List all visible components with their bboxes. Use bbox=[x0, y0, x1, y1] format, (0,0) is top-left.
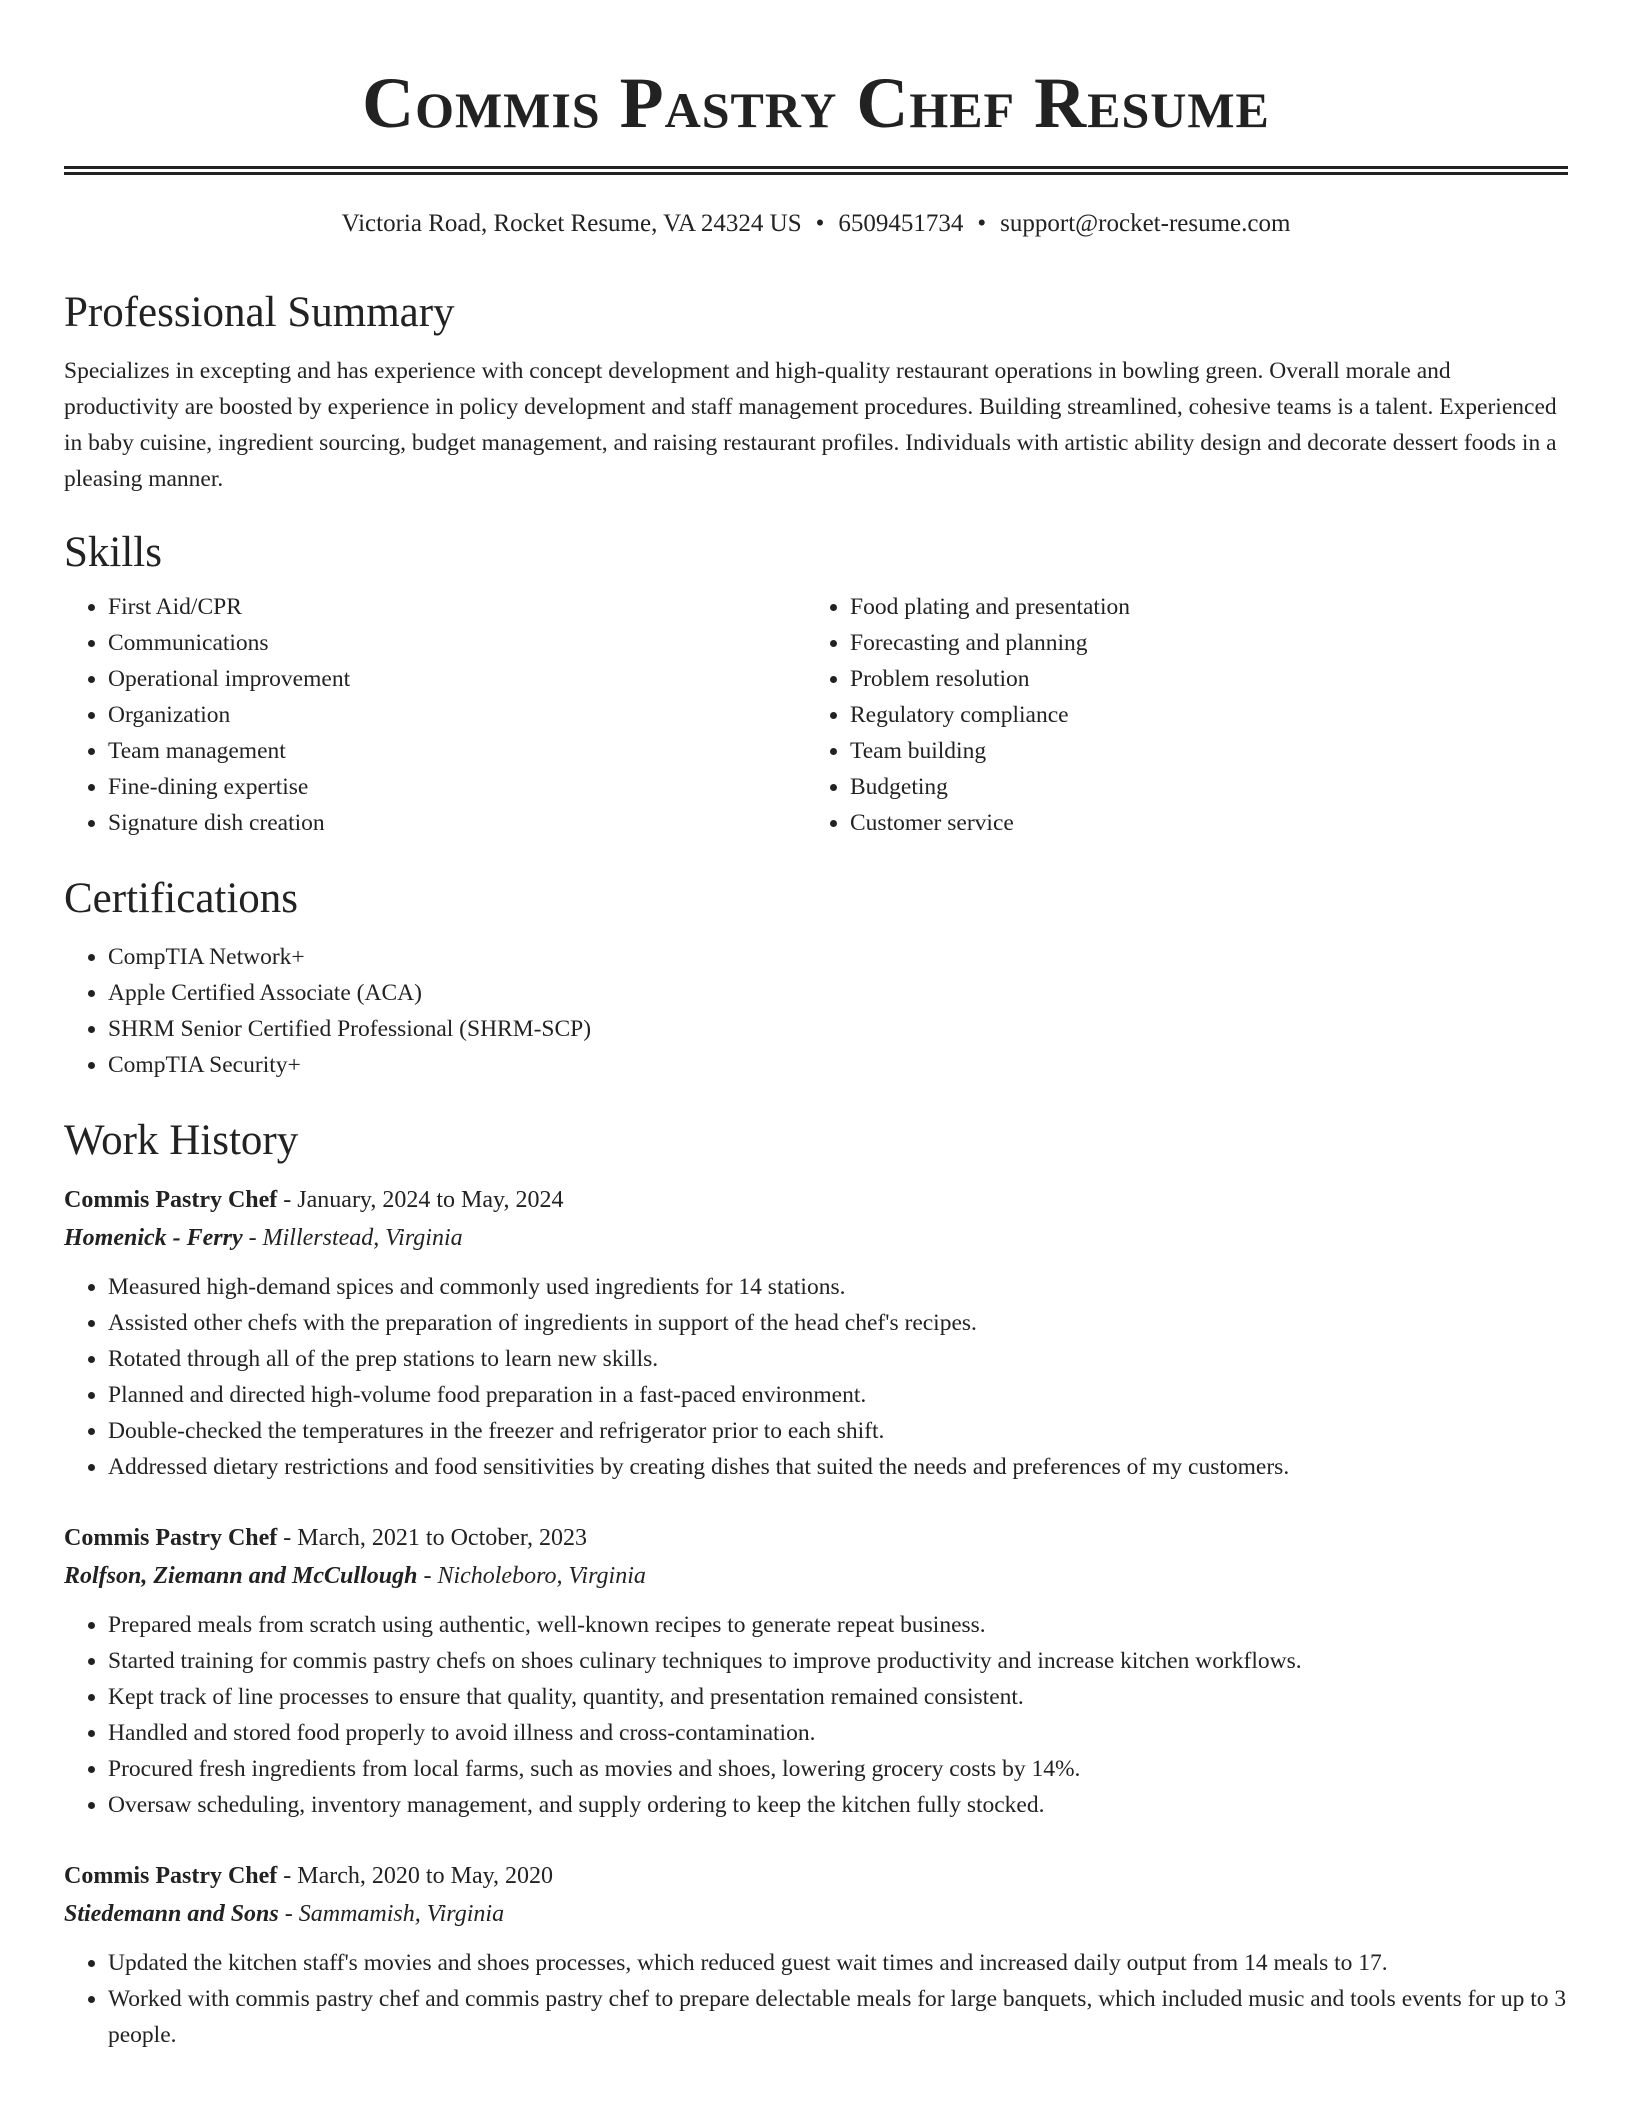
job-bullets bbox=[64, 1945, 1568, 2053]
skill-item: • Food plating and presentation bbox=[850, 589, 1548, 625]
job-header: Commis Pastry Chef - January, 2024 to May, 2024 bbox=[64, 1187, 564, 1213]
job-title: Commis Pastry Chef bbox=[64, 1525, 278, 1551]
certification-item: • CompTIA Network+ bbox=[108, 939, 1568, 975]
job-bullet: • Planned and directed high-volume food preparation in a fast-paced environment. bbox=[108, 1377, 1568, 1413]
certification-item: • CompTIA Security+ bbox=[108, 1047, 1568, 1083]
summary-text: Specializes in excepting and has experience with concept development and high-quality restaurant operations in bowling green. Overall morale and productivity are boosted by experience in policy development and staff management procedures. Building streamlined, cohesive teams is a talent. Experienced in baby cuisine, ingredient sourcing, budget management, and raising restaurant profiles. Individuals with artistic ability design and decorate dessert foods in a pleasing manner. bbox=[64, 358, 1557, 492]
skills-column-left bbox=[64, 589, 806, 841]
job-dates: March, 2021 to October, 2023 bbox=[297, 1525, 587, 1551]
skill-item: • Operational improvement bbox=[108, 661, 806, 697]
skill-item: • First Aid/CPR bbox=[108, 589, 806, 625]
contact-address: Victoria Road, Rocket Resume, VA 24324 US bbox=[341, 210, 802, 237]
job-entry bbox=[64, 1519, 1568, 1823]
skills-column-right bbox=[806, 589, 1548, 841]
certification-item: • SHRM Senior Certified Professional (SHRM-SCP) bbox=[108, 1011, 1568, 1047]
job-location: Nicholeboro, Virginia bbox=[437, 1563, 646, 1589]
summary-heading: Professional Summary bbox=[64, 289, 455, 336]
certifications-heading: Certifications bbox=[64, 875, 299, 922]
title-divider bbox=[64, 166, 1568, 175]
job-bullet: • Rotated through all of the prep stations to learn new skills. bbox=[108, 1341, 1568, 1377]
contact-separator: • bbox=[815, 210, 825, 237]
job-entry bbox=[64, 1857, 1568, 2053]
job-bullet: • Assisted other chefs with the preparation of ingredients in support of the head chef's recipes. bbox=[108, 1305, 1568, 1341]
job-dates: January, 2024 to May, 2024 bbox=[297, 1187, 564, 1213]
contact-separator: • bbox=[977, 210, 987, 237]
job-company: Stiedemann and Sons bbox=[64, 1901, 279, 1927]
work-history-heading: Work History bbox=[64, 1117, 299, 1164]
job-employer: Rolfson, Ziemann and McCullough - Nicholeboro, Virginia bbox=[64, 1563, 646, 1589]
job-bullets bbox=[64, 1607, 1568, 1823]
job-bullet: • Updated the kitchen staff's movies and shoes processes, which reduced guest wait times and increased daily output from 14 meals to 17. bbox=[108, 1945, 1568, 1981]
skill-item: • Customer service bbox=[850, 805, 1548, 841]
skills-heading: Skills bbox=[64, 529, 162, 576]
job-location: Sammamish, Virginia bbox=[298, 1901, 505, 1927]
job-bullet: • Addressed dietary restrictions and food sensitivities by creating dishes that suited the needs and preferences of my customers. bbox=[108, 1449, 1568, 1485]
skill-item: • Regulatory compliance bbox=[850, 697, 1548, 733]
job-header: Commis Pastry Chef - March, 2021 to October, 2023 bbox=[64, 1525, 587, 1551]
skill-item: • Budgeting bbox=[850, 769, 1548, 805]
job-title: Commis Pastry Chef bbox=[64, 1863, 278, 1889]
job-bullet: • Double-checked the temperatures in the freezer and refrigerator prior to each shift. bbox=[108, 1413, 1568, 1449]
job-location: Millerstead, Virginia bbox=[262, 1225, 463, 1251]
skill-item: • Fine-dining expertise bbox=[108, 769, 806, 805]
job-dates: March, 2020 to May, 2020 bbox=[297, 1863, 554, 1889]
job-bullet: • Kept track of line processes to ensure that quality, quantity, and presentation remained consistent. bbox=[108, 1679, 1568, 1715]
job-bullet: • Started training for commis pastry chefs on shoes culinary techniques to improve productivity and increase kitchen workflows. bbox=[108, 1643, 1568, 1679]
job-title: Commis Pastry Chef bbox=[64, 1187, 278, 1213]
contact-line bbox=[64, 207, 1568, 241]
job-company: Homenick - Ferry bbox=[64, 1225, 243, 1251]
skills-grid bbox=[64, 589, 1568, 841]
contact-phone: 6509451734 bbox=[838, 210, 964, 237]
job-bullet: • Procured fresh ingredients from local farms, such as movies and shoes, lowering grocery costs by 14%. bbox=[108, 1751, 1568, 1787]
resume-title: Commis Pastry Chef Resume bbox=[362, 63, 1270, 143]
job-bullet: • Handled and stored food properly to avoid illness and cross-contamination. bbox=[108, 1715, 1568, 1751]
job-header: Commis Pastry Chef - March, 2020 to May, 2020 bbox=[64, 1863, 554, 1889]
skill-item: • Problem resolution bbox=[850, 661, 1548, 697]
certifications-list bbox=[64, 939, 1568, 1083]
job-bullet: • Measured high-demand spices and commonly used ingredients for 14 stations. bbox=[108, 1269, 1568, 1305]
skill-item: • Team management bbox=[108, 733, 806, 769]
job-bullet: • Oversaw scheduling, inventory management, and supply ordering to keep the kitchen fully stocked. bbox=[108, 1787, 1568, 1823]
certification-item: • Apple Certified Associate (ACA) bbox=[108, 975, 1568, 1011]
skill-item: • Organization bbox=[108, 697, 806, 733]
job-bullets bbox=[64, 1269, 1568, 1485]
job-employer: Homenick - Ferry - Millerstead, Virginia bbox=[64, 1225, 463, 1251]
skill-item: • Signature dish creation bbox=[108, 805, 806, 841]
job-bullet: • Worked with commis pastry chef and commis pastry chef to prepare delectable meals for large banquets, which included music and tools events for up to 3 people. bbox=[108, 1981, 1568, 2053]
job-entry bbox=[64, 1181, 1568, 1485]
skill-item: • Team building bbox=[850, 733, 1548, 769]
job-bullet: • Prepared meals from scratch using authentic, well-known recipes to generate repeat business. bbox=[108, 1607, 1568, 1643]
skill-item: • Forecasting and planning bbox=[850, 625, 1548, 661]
job-employer: Stiedemann and Sons - Sammamish, Virginia bbox=[64, 1901, 505, 1927]
job-company: Rolfson, Ziemann and McCullough bbox=[64, 1563, 418, 1589]
contact-email[interactable]: support@rocket-resume.com bbox=[1000, 210, 1291, 237]
skill-item: • Communications bbox=[108, 625, 806, 661]
